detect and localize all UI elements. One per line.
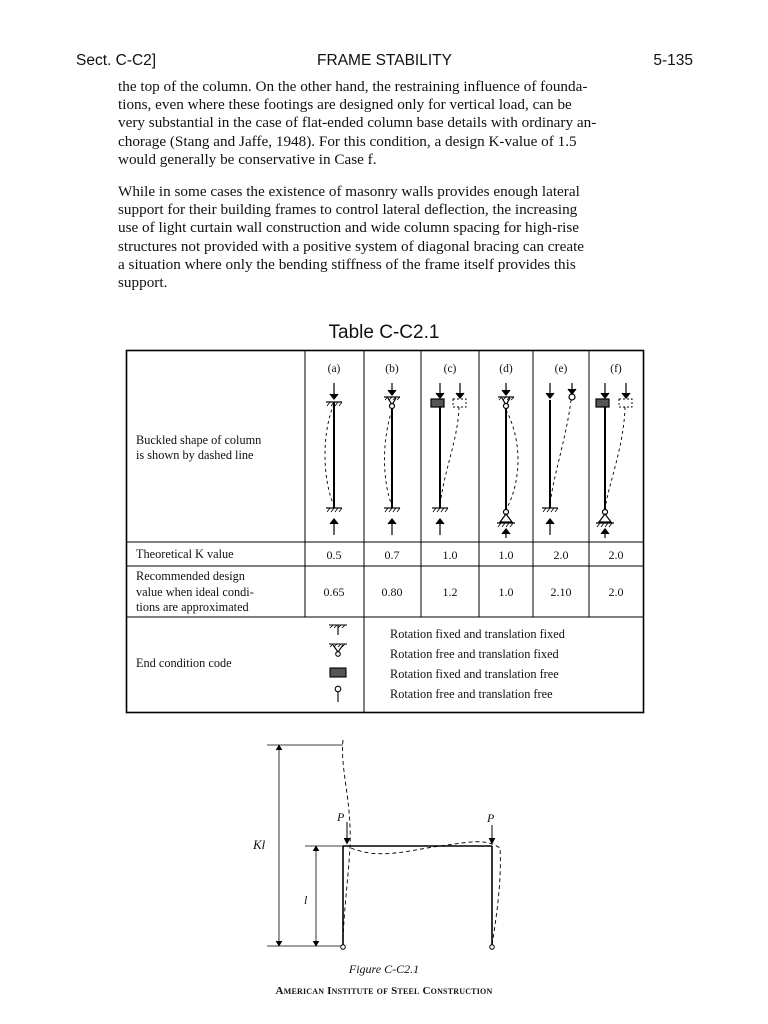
row-label-end-condition: End condition code xyxy=(136,656,232,670)
text-line: would generally be conservative in Case f. xyxy=(118,150,377,168)
recommended-value: 2.0 xyxy=(608,585,624,599)
header-title: FRAME STABILITY xyxy=(317,52,452,69)
fixed-support-icon xyxy=(329,625,347,635)
label-p-right: P xyxy=(487,811,495,825)
recommended-value: 1.0 xyxy=(498,585,514,599)
case-b-diagram xyxy=(384,383,400,535)
recommended-value: 1.2 xyxy=(442,585,458,599)
end-condition-descriptions xyxy=(390,627,565,701)
end-condition-icons xyxy=(329,625,347,702)
case-a-diagram xyxy=(325,383,342,535)
free-pin-end-icon xyxy=(335,686,341,702)
case-label: (e) xyxy=(554,363,568,375)
row-label-recommended: value when ideal condi- xyxy=(136,585,254,599)
recommended-value: 0.65 xyxy=(323,585,345,599)
page-footer: American Institute of Steel Construction xyxy=(275,985,493,997)
figure-caption: Figure C-C2.1 xyxy=(348,962,420,976)
end-condition-text: Rotation fixed and translation fixed xyxy=(390,627,565,641)
guided-fixed-support-icon xyxy=(330,668,346,677)
table-row-labels xyxy=(136,433,261,670)
case-e-diagram xyxy=(542,383,576,535)
text-line: use of light curtain wall construction and wide column spacing for high-rise xyxy=(118,219,579,237)
pinned-support-icon xyxy=(329,644,347,656)
k-value: 1.0 xyxy=(498,548,514,562)
label-kl: Kl xyxy=(253,837,266,852)
text-line: support. xyxy=(118,274,168,292)
case-c-diagram xyxy=(431,383,466,535)
recommended-value: 2.10 xyxy=(550,585,572,599)
row-label-buckled: Buckled shape of column xyxy=(136,433,262,447)
text-line: the top of the column. On the other hand, the restraining influence of founda- xyxy=(118,78,588,95)
text-line: While in some cases the existence of masonry walls provides enough lateral xyxy=(118,183,580,200)
row-label-buckled: is shown by dashed line xyxy=(136,448,254,462)
row-label-recommended: Recommended design xyxy=(136,569,245,583)
label-p-left: P xyxy=(337,810,345,824)
recommended-value: 0.80 xyxy=(381,585,403,599)
case-d-diagram xyxy=(497,383,518,538)
case-label: (a) xyxy=(327,363,341,375)
text-line: tions, even where these footings are designed only for vertical load, can be xyxy=(118,96,572,114)
case-label: (b) xyxy=(385,363,399,375)
table-title: Table C-C2.1 xyxy=(328,322,440,343)
figure-c-c2-1 xyxy=(267,740,500,949)
label-l: l xyxy=(304,893,308,907)
text-line: chorage (Stang and Jaffe, 1948). For this condition, a design K-value of 1.5 xyxy=(118,132,577,150)
header-page-number: 5-135 xyxy=(653,52,693,69)
end-condition-text: Rotation free and translation fixed xyxy=(390,647,559,661)
text-line: a situation where only the bending stiffness of the frame itself provides this xyxy=(118,255,576,273)
k-value: 2.0 xyxy=(608,548,624,562)
buckled-shape-line xyxy=(351,842,500,945)
case-f-diagram xyxy=(596,383,632,538)
case-labels xyxy=(328,363,622,375)
figure-labels xyxy=(252,810,495,907)
k-value: 2.0 xyxy=(553,548,569,562)
case-label: (c) xyxy=(443,363,457,375)
recommended-k-values xyxy=(324,585,624,599)
header-section: Sect. C-C2] xyxy=(76,52,157,69)
text-line: very substantial in the case of flat-ended column base details with ordinary an- xyxy=(118,114,597,132)
row-label-recommended: tions are approximated xyxy=(136,600,249,614)
case-label: (d) xyxy=(499,363,513,375)
row-label-theoretical: Theoretical K value xyxy=(136,547,234,561)
k-value: 0.5 xyxy=(326,548,342,562)
end-condition-text: Rotation fixed and translation free xyxy=(390,667,559,681)
end-condition-text: Rotation free and translation free xyxy=(390,687,553,701)
k-value: 1.0 xyxy=(442,548,458,562)
text-line: structures not provided with a positive system of diagonal bracing can create xyxy=(118,237,585,255)
k-value: 0.7 xyxy=(384,548,400,562)
theoretical-k-values xyxy=(327,548,624,562)
text-line: support for their building frames to control lateral deflection, the increasing xyxy=(118,201,578,219)
case-label: (f) xyxy=(610,363,622,375)
